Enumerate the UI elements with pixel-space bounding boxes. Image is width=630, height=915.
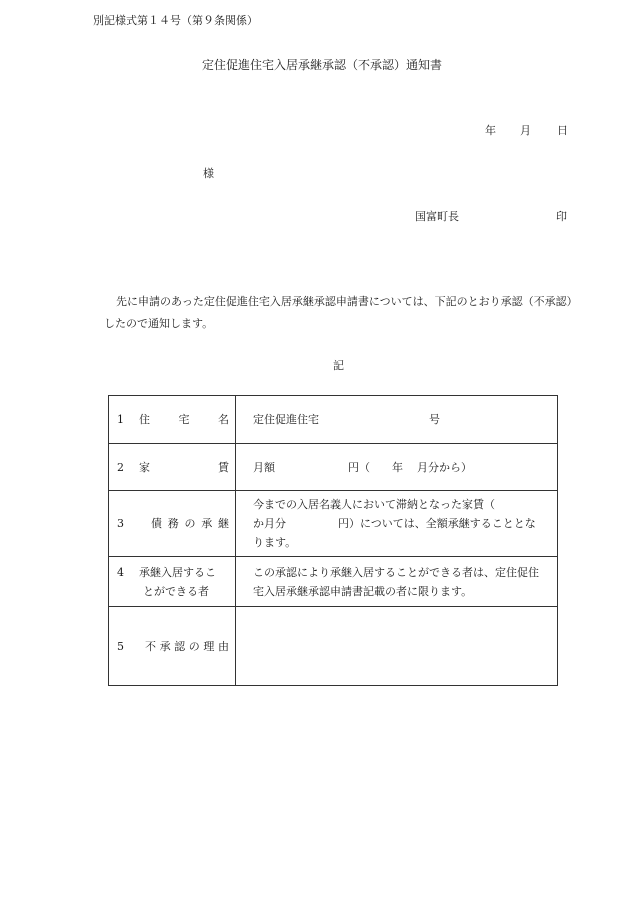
successor-label-line-1: 承継入居するこ (139, 565, 216, 579)
rent-yen: 円（ (348, 460, 370, 474)
rent-monthly: 月額 (253, 460, 275, 474)
debt-label-cell (109, 491, 236, 557)
table-row-rent (109, 444, 558, 491)
details-table (108, 395, 558, 686)
issuer-name: 国富町長 (415, 210, 459, 223)
rent-month-from: 月分から） (417, 460, 472, 474)
rejection-label-cell (109, 607, 236, 686)
housing-number-suffix: 号 (429, 413, 440, 426)
housing-label-cell (109, 396, 236, 444)
debt-line-2: 円）については、全額承継することとな (338, 517, 536, 530)
date-year-label: 年 (485, 124, 496, 137)
table-row-housing (109, 396, 558, 444)
note-heading: 記 (333, 359, 344, 372)
rent-year: 年 (392, 460, 403, 474)
form-number: 別記様式第１４号（第９条関係） (93, 14, 258, 27)
successor-line-2: 宅入居承継承認申請書記載の者に限ります。 (253, 584, 473, 598)
row-number: 5 (117, 639, 124, 653)
debt-value-cell (236, 491, 558, 557)
rejection-reason-field[interactable] (236, 607, 558, 686)
housing-name: 定住促進住宅 (253, 413, 319, 426)
debt-line-3: ります。 (253, 536, 297, 549)
debt-label: 債務の承継 (151, 517, 229, 530)
table-row-successor (109, 557, 558, 607)
rejection-label: 不承認の理由 (145, 639, 229, 653)
rent-value-cell (236, 444, 558, 491)
row-number: 3 (117, 517, 124, 530)
rent-label: 家賃 (139, 460, 229, 474)
document-title: 定住促進住宅入居承継承認（不承認）通知書 (202, 58, 443, 72)
date-month-label: 月 (520, 124, 531, 137)
housing-value-cell (236, 396, 558, 444)
successor-line-1: この承認により承継入居することができる者は、定住促住 (253, 565, 539, 579)
addressee-honorific: 様 (203, 167, 214, 180)
successor-label-cell (109, 557, 236, 607)
row-number: 4 (117, 565, 124, 579)
table-row-rejection (109, 607, 558, 686)
successor-value-cell (236, 557, 558, 607)
housing-label: 住宅名 (139, 413, 229, 426)
successor-label-line-2: とができる者 (143, 584, 209, 598)
row-number: 2 (117, 460, 124, 474)
date-day-label: 日 (557, 124, 568, 137)
body-paragraph: 先に申請のあった定住促進住宅入居承継承認申請書については、下記のとおり承認（不承認）したので通知します。 (104, 295, 578, 330)
rent-label-cell (109, 444, 236, 491)
row-number: 1 (117, 413, 124, 426)
debt-months: か月分 (253, 517, 286, 530)
table-row-debt (109, 491, 558, 557)
seal-mark: 印 (556, 210, 567, 223)
debt-line-1: 今までの入居名義人において滞納となった家賃（ (253, 498, 495, 511)
